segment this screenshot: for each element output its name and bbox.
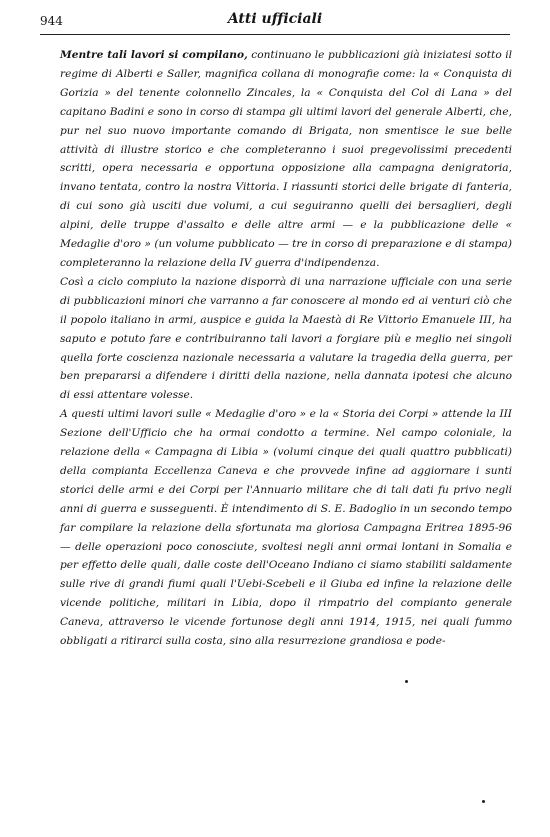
paragraph-1-lead: Mentre tali lavori si compilano, [60, 49, 248, 61]
paragraph-3-text: A questi ultimi lavori sulle « Medaglie d'oro » e la « Storia dei Corpi » attende la III Sezione dell'Ufficio che ha ormai condotto a termine. Nel campo coloniale, la relazione della « Campagna di Libia » (volumi cinque dei quali quattro pubblicati) della compianta Eccellenza Caneva e che provvede infine ad aggiornare i sunti storici delle armi e dei Corpi per l'Annuario militare che di tali dati fu privo negli anni di guerra e susseguenti. È intendimento di S. E. Badoglio in un secondo tempo far compilare la relazione della sfortunata ma gloriosa Campagna Eritrea 1895-96 — delle operazioni poco conosciute, svoltesi negli anni ormai lontani in Somalia e per effetto delle quali, dalle coste dell'Oceano Indiano ci siamo stabiliti saldamente sulle rive di grandi fiumi quali l'Uebi-Scebeli e il Giuba ed infine la relazione delle vicende politiche, militari in Libia, dopo il rimpatrio del compianto generale Caneva, attraverso le vicende fortunose degli anni 1914, 1915, nei quali fummo obbligati a ritirarci sulla costa, sino alla resurrezione grandiosa e pode- [60, 408, 512, 648]
page-number: 944 [40, 14, 63, 28]
page-speck [405, 680, 408, 683]
page-speck [482, 800, 485, 803]
paragraph-2-text: Così a ciclo compiuto la nazione disporrà di una narrazione ufficiale con una serie di pubblicazioni minori che varranno a far conoscere al mondo ed ai venturi ciò che il popolo italiano in armi, auspice e guida la Maestà di Re Vittorio Emanuele III, ha saputo e potuto fare e contribuiranno tali lavori a forgiare più e meglio nei singoli quella forte coscienza nazionale necessaria a valutare la tragedia della guerra, per ben prepararsi a difendere i diritti della nazione, nella dannata ipotesi che alcuno di essi attentare volesse. [60, 275, 512, 402]
paragraph-2 [60, 273, 512, 405]
paragraph-1-text: continuano le pubblicazioni già iniziatesi sotto il regime di Alberti e Saller, magnifica collana di monografie come: la « Conquista di Gorizia » del tenente colonnello Zincales, la « Conquista del Col di Lana » del capitano Badini e sono in corso di stampa gli ultimi lavori del generale Alberti, che, pur nel suo nuovo importante comando di Brigata, non smentisce le sue belle attività di illustre storico e che completeranno i suoi pregevolissimi precedenti scritti, opera necessaria e opportuna opposizione alla campagna denigratoria, invano tentata, contro la nostra Vittoria. I riassunti storici delle brigate di fanteria, di cui sono già usciti due volumi, a cui seguiranno quelli dei bersaglieri, degli alpini, delle truppe d'assalto e delle altre armi — e la pubblicazione delle « Medaglie d'oro » (un volume pubblicato — tre in corso di preparazione e di stampa) completeranno la relazione della IV guerra d'indipendenza. [60, 49, 512, 269]
running-title: Atti ufficiali [227, 11, 323, 27]
paragraph-1 [60, 46, 512, 273]
document-body [60, 46, 512, 651]
paragraph-3 [60, 405, 512, 651]
page-header [40, 10, 510, 35]
